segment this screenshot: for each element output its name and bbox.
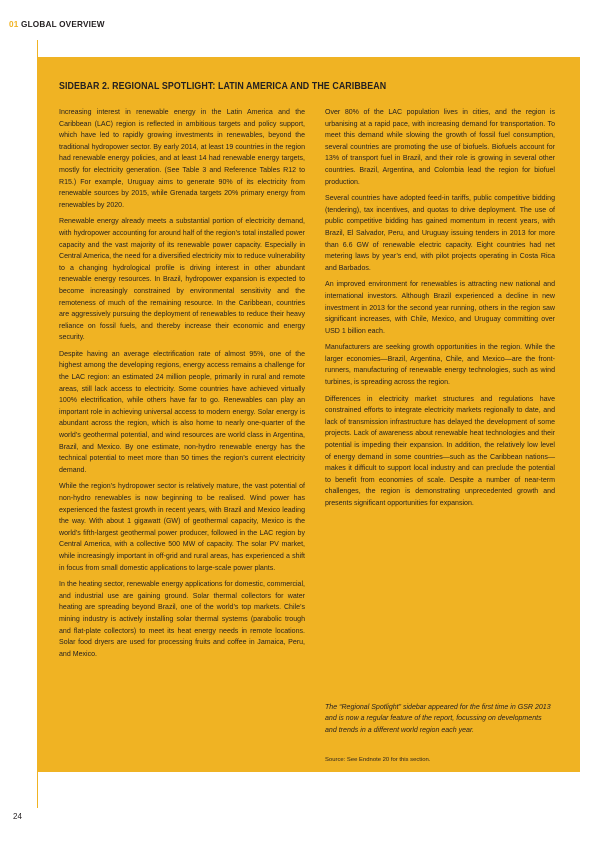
- paragraph: Manufacturers are seeking growth opportunities in the region. While the larger economies—Brazil, Argentina, Chile, and Mexico—are the front-runners, manufacturing of renewable energy technologies, such as wind turbines, is spreading across the region.: [325, 344, 555, 387]
- paragraph: An improved environment for renewables is attracting new national and international investors. Although Brazil experienced a decline in new investment in 2013 for the second year running, others in the region saw significant increases, with Chile, Mexico, and Uruguay committing over USD 1 billion each.: [325, 281, 555, 335]
- sidebar-title: SIDEBAR 2. REGIONAL SPOTLIGHT: LATIN AMERICA AND THE CARIBBEAN: [59, 81, 387, 92]
- left-column: [59, 107, 305, 665]
- right-column: [325, 107, 555, 515]
- paragraph: In the heating sector, renewable energy applications for domestic, commercial, and industrial use are gaining ground. Solar thermal collectors for water heating are spreading beyond Brazil, one of the world’s top markets. Chile’s mining industry is actively installing solar thermal systems (parabolic trough and flat-plate collectors) to meet its heat energy needs in remote locations. Solar food dryers are used for processing fruits and coffee in Jamaica, Peru, and Mexico.: [59, 581, 305, 658]
- page-number: 24: [13, 812, 22, 821]
- paragraph: Increasing interest in renewable energy in the Latin America and the Caribbean (LAC) region is reflected in ambitious targets and policy support, which have led to rapidly growing investments in renewables, beyond the traditional hydropower sector. By early 2014, at least 19 countries in the region had renewable energy policies, and at least 14 had renewable energy targets, mostly for electricity generation. (See Table 3 and Reference Tables R12 to R15.) For example, Uruguay aims to generate 90% of its electricity from renewable sources by 2015, while Grenada targets 20% primary energy from renewables by 2020.: [59, 109, 305, 209]
- source-note: Source: See Endnote 20 for this section.: [325, 757, 431, 763]
- paragraph: Renewable energy already meets a substantial portion of electricity demand, with hydropower accounting for around half of the region’s total installed power capacity and the vast majority of its renewable power capacity. Especially in Central America, the need for a diversified electricity mix to reduce vulnerability to a changing hydrological profile is driving interest in other abundant renewable energy resources. In Brazil, hydropower expansion is expected to become increasingly constrained by environmental sensitivity and the remoteness of much of the remaining resource. In the Caribbean, countries are aggressively pursuing the deployment of renewables to reduce their heavy reliance on fossil fuels, and thereby increase their economic and energy security.: [59, 218, 305, 342]
- sidebar-note: The “Regional Spotlight” sidebar appeared for the first time in GSR 2013 and is now a regular feature of the report, focussing on developments and trends in a different world region each year.: [325, 704, 551, 734]
- section-header: [9, 20, 105, 29]
- paragraph: Several countries have adopted feed-in tariffs, public competitive bidding (tendering), tax incentives, and quotas to drive deployment. The use of public competitive bidding has gained momentum in recent years, with Brazil, El Salvador, Peru, and Uruguay issuing tenders in 2013 for more than 6.6 GW of renewable electric capacity. Eight countries had net metering laws by year’s end, with pilot projects operating in Costa Rica and Barbados.: [325, 195, 555, 272]
- paragraph: Over 80% of the LAC population lives in cities, and the region is urbanising at a rapid pace, with increasing demand for transportation. To meet this demand while slowing the growth of fossil fuel consumption, several countries are promoting the use of biofuels. Biofuels account for 13% of transport fuel in Brazil, and their role is growing in several other countries. Brazil, Argentina, and Colombia lead the region for biofuel production.: [325, 109, 555, 186]
- section-number: 01: [9, 20, 19, 29]
- paragraph: While the region’s hydropower sector is relatively mature, the vast potential of non-hydro renewables is now beginning to be realised. Wind power has experienced the fastest growth in recent years, with Brazil and Mexico leading the way. With about 1 gigawatt (GW) of geothermal capacity, Mexico is the world’s fifth-largest geothermal power producer, followed in the LAC region by Central America, with a collective 500 MW of capacity. The solar PV market, while increasingly important in off-grid and rural areas, has experienced a shift in focus from small domestic applications to large-scale power plants.: [59, 483, 305, 572]
- section-title: GLOBAL OVERVIEW: [21, 20, 105, 29]
- paragraph: Differences in electricity market structures and regulations have constrained efforts to integrate electricity markets regionally to date, and lack of transmission infrastructure has delayed the development of some projects. Lack of awareness about renewable heat technologies and their potential is impeding their expansion. In addition, the relatively low level of energy demand in some countries—such as the Caribbean nations—makes it difficult to support local industry and can preclude the potential to benefit from economies of scale. Despite a number of near-term challenges, the region is demonstrating unprecedented growth and presents significant opportunities for expansion.: [325, 395, 555, 507]
- paragraph: Despite having an average electrification rate of almost 95%, one of the highest among the developing regions, energy access remains a challenge for the LAC region: an estimated 24 million people, primarily in rural and remote areas, still lack access to electricity. Some countries have achieved virtually 100% electrification, while others have far to go. Renewables can play an important role in achieving universal access to modern energy. Solar energy is abundant across the region, which is also home to nearly one-quarter of the world’s geothermal potential, and wind resources are world class in Argentina, Brazil, and Mexico. By one estimate, non-hydro renewable energy has the technical potential to meet more than 50 times the region’s current electricity demand.: [59, 350, 305, 474]
